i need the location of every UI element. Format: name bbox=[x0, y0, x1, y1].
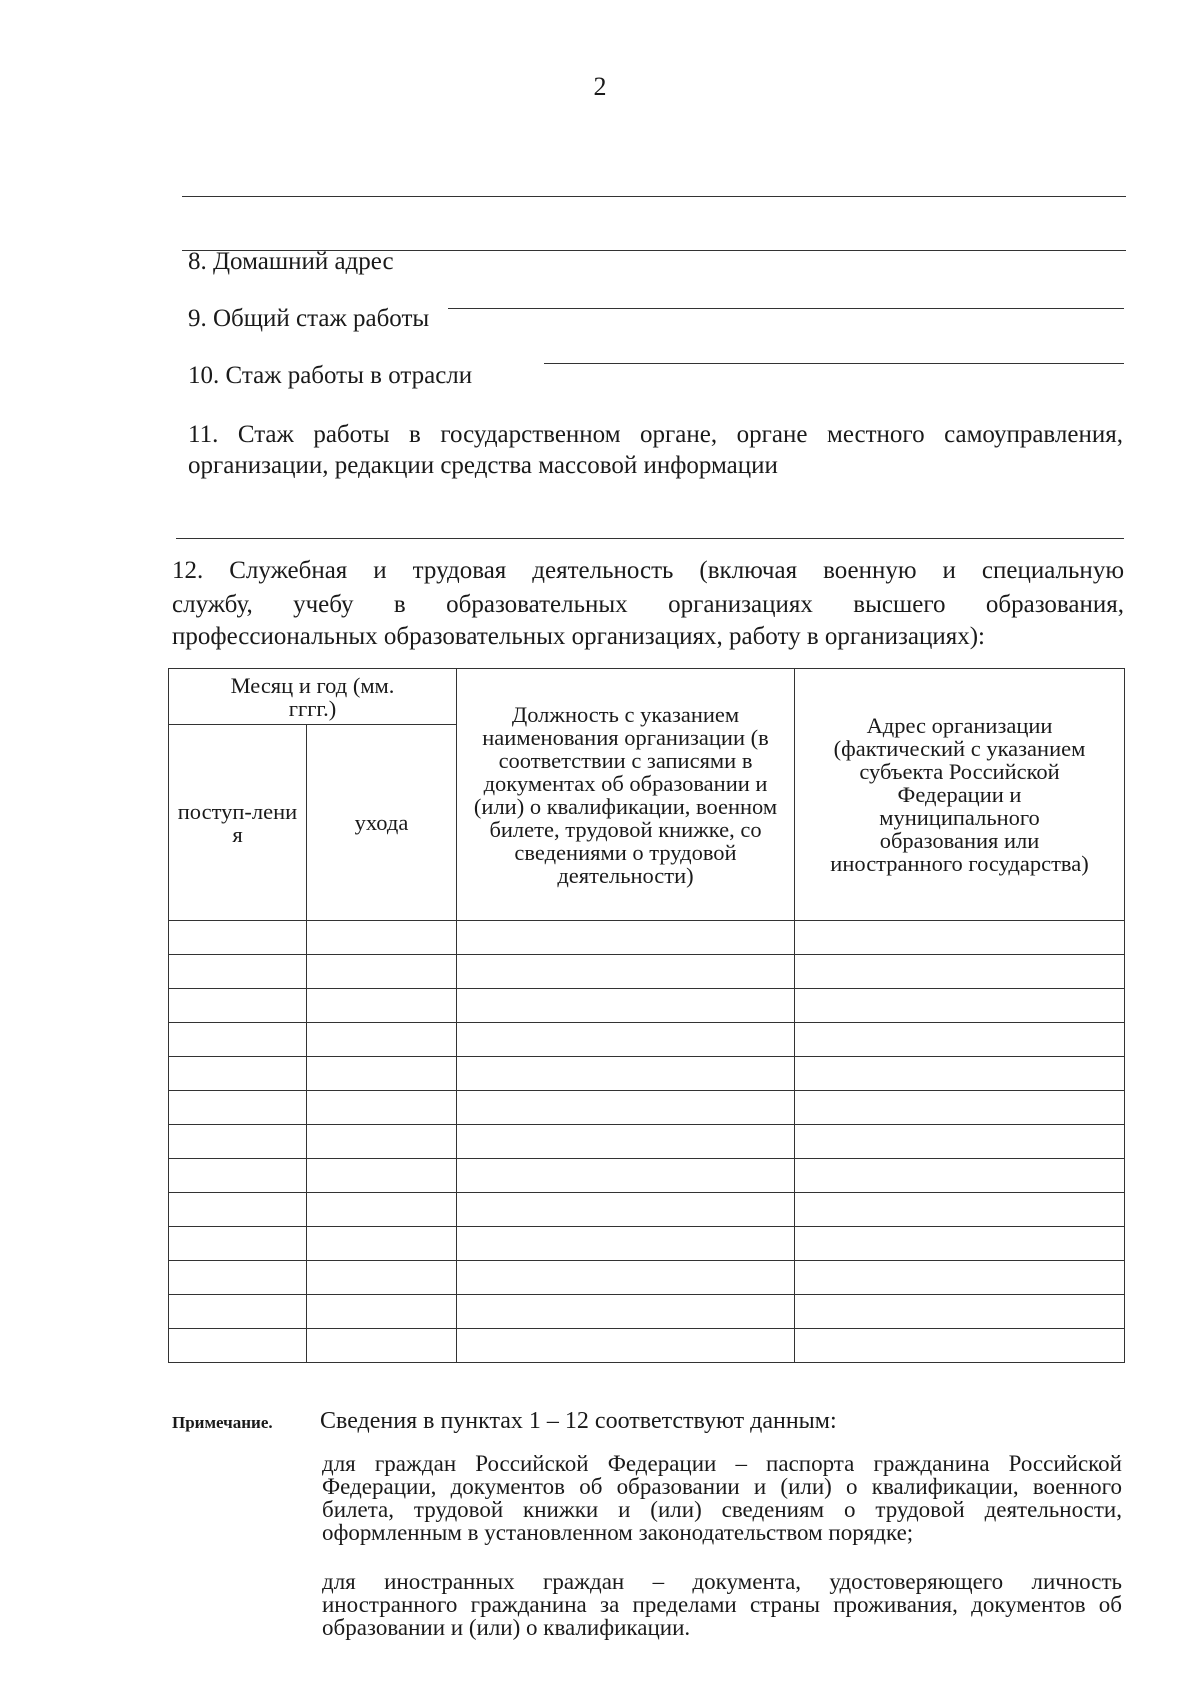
item11-answer-line[interactable] bbox=[176, 538, 1124, 539]
note-paragraph-1: для граждан Российской Федерации – паспорта гражданина Российской Федерации, документов об образовании и (или) о квалификации, военного билета, трудовой книжки и (или) сведениям о трудовой деятельности, оформленным в установленном законодательством порядке; bbox=[322, 1451, 1122, 1545]
cell-position[interactable] bbox=[457, 955, 795, 989]
cell-address[interactable] bbox=[795, 1329, 1125, 1363]
table-row bbox=[169, 1023, 1125, 1057]
cell-entry-date[interactable] bbox=[169, 1057, 307, 1091]
note-intro: Сведения в пунктах 1 – 12 соответствуют данным: bbox=[320, 1408, 837, 1434]
header-address: Адрес организации (фактический с указанием субъекта Российской Федерации и муниципального образования или иностранного государства) bbox=[795, 669, 1125, 921]
cell-exit-date[interactable] bbox=[307, 1193, 457, 1227]
note-label: Примечание. bbox=[172, 1413, 273, 1432]
field-home-address-label: 8. Домашний адрес bbox=[188, 248, 394, 275]
cell-position[interactable] bbox=[457, 1023, 795, 1057]
table-row bbox=[169, 1295, 1125, 1329]
blank-line-1 bbox=[182, 196, 1126, 197]
cell-exit-date[interactable] bbox=[307, 921, 457, 955]
cell-exit-date[interactable] bbox=[307, 955, 457, 989]
cell-exit-date[interactable] bbox=[307, 1261, 457, 1295]
cell-address[interactable] bbox=[795, 1091, 1125, 1125]
header-exit: ухода bbox=[307, 725, 457, 921]
table-row bbox=[169, 1125, 1125, 1159]
note-paragraph-2: для иностранных граждан – документа, удостоверяющего личность иностранного гражданина за пределами страны проживания, документов об образовании и (или) о квалификации. bbox=[322, 1569, 1122, 1640]
cell-exit-date[interactable] bbox=[307, 1159, 457, 1193]
cell-entry-date[interactable] bbox=[169, 1193, 307, 1227]
cell-position[interactable] bbox=[457, 1261, 795, 1295]
cell-address[interactable] bbox=[795, 1295, 1125, 1329]
cell-exit-date[interactable] bbox=[307, 1329, 457, 1363]
cell-entry-date[interactable] bbox=[169, 1329, 307, 1363]
cell-exit-date[interactable] bbox=[307, 1295, 457, 1329]
cell-entry-date[interactable] bbox=[169, 1023, 307, 1057]
item12-line2: службу, учебу в образовательных организациях высшего образования, bbox=[172, 591, 1124, 618]
cell-position[interactable] bbox=[457, 989, 795, 1023]
cell-address[interactable] bbox=[795, 1159, 1125, 1193]
cell-entry-date[interactable] bbox=[169, 1261, 307, 1295]
cell-entry-date[interactable] bbox=[169, 1295, 307, 1329]
cell-exit-date[interactable] bbox=[307, 1125, 457, 1159]
cell-address[interactable] bbox=[795, 1227, 1125, 1261]
table-row bbox=[169, 1091, 1125, 1125]
table-row bbox=[169, 1159, 1125, 1193]
table-row bbox=[169, 921, 1125, 955]
cell-address[interactable] bbox=[795, 1057, 1125, 1091]
cell-position[interactable] bbox=[457, 921, 795, 955]
cell-entry-date[interactable] bbox=[169, 955, 307, 989]
page-number: 2 bbox=[593, 72, 607, 101]
header-position: Должность с указанием наименования организации (в соответствии с записями в документах об образовании и (или) о квалификации, военном билете, трудовой книжке, со сведениями о трудовой деятельности) bbox=[457, 669, 795, 921]
cell-position[interactable] bbox=[457, 1193, 795, 1227]
table-row bbox=[169, 1329, 1125, 1363]
item11-line2: организации, редакции средства массовой информации bbox=[188, 452, 778, 479]
header-month-year: Месяц и год (мм. гггг.) bbox=[169, 669, 457, 725]
work-history-table bbox=[168, 668, 1125, 1363]
cell-exit-date[interactable] bbox=[307, 1227, 457, 1261]
cell-entry-date[interactable] bbox=[169, 1227, 307, 1261]
table-row bbox=[169, 955, 1125, 989]
item12-line1: 12. Служебная и трудовая деятельность (включая военную и специальную bbox=[172, 557, 1124, 584]
cell-position[interactable] bbox=[457, 1091, 795, 1125]
cell-position[interactable] bbox=[457, 1057, 795, 1091]
cell-exit-date[interactable] bbox=[307, 1057, 457, 1091]
cell-position[interactable] bbox=[457, 1329, 795, 1363]
cell-address[interactable] bbox=[795, 1023, 1125, 1057]
cell-address[interactable] bbox=[795, 1261, 1125, 1295]
cell-entry-date[interactable] bbox=[169, 1125, 307, 1159]
work-history-rows bbox=[169, 921, 1125, 1363]
cell-entry-date[interactable] bbox=[169, 921, 307, 955]
field-industry-experience-label: 10. Стаж работы в отрасли bbox=[188, 362, 473, 389]
table-row bbox=[169, 1261, 1125, 1295]
cell-address[interactable] bbox=[795, 1193, 1125, 1227]
cell-exit-date[interactable] bbox=[307, 989, 457, 1023]
item11-line1: 11. Стаж работы в государственном органе, органе местного самоуправления, bbox=[188, 421, 1123, 448]
cell-position[interactable] bbox=[457, 1295, 795, 1329]
table-row bbox=[169, 989, 1125, 1023]
table-row bbox=[169, 1227, 1125, 1261]
cell-exit-date[interactable] bbox=[307, 1023, 457, 1057]
cell-address[interactable] bbox=[795, 921, 1125, 955]
cell-entry-date[interactable] bbox=[169, 1091, 307, 1125]
table-row bbox=[169, 1193, 1125, 1227]
cell-position[interactable] bbox=[457, 1125, 795, 1159]
field-home-address-line[interactable] bbox=[448, 308, 1124, 309]
cell-entry-date[interactable] bbox=[169, 989, 307, 1023]
cell-address[interactable] bbox=[795, 1125, 1125, 1159]
field-total-experience-label: 9. Общий стаж работы bbox=[188, 305, 430, 332]
cell-position[interactable] bbox=[457, 1159, 795, 1193]
cell-position[interactable] bbox=[457, 1227, 795, 1261]
cell-entry-date[interactable] bbox=[169, 1159, 307, 1193]
header-entry: поступ-ления bbox=[169, 725, 307, 921]
field-total-experience-line[interactable] bbox=[544, 363, 1124, 364]
cell-address[interactable] bbox=[795, 989, 1125, 1023]
cell-address[interactable] bbox=[795, 955, 1125, 989]
cell-exit-date[interactable] bbox=[307, 1091, 457, 1125]
table-row bbox=[169, 1057, 1125, 1091]
item12-line3: профессиональных образовательных организациях, работу в организациях): bbox=[172, 623, 985, 650]
